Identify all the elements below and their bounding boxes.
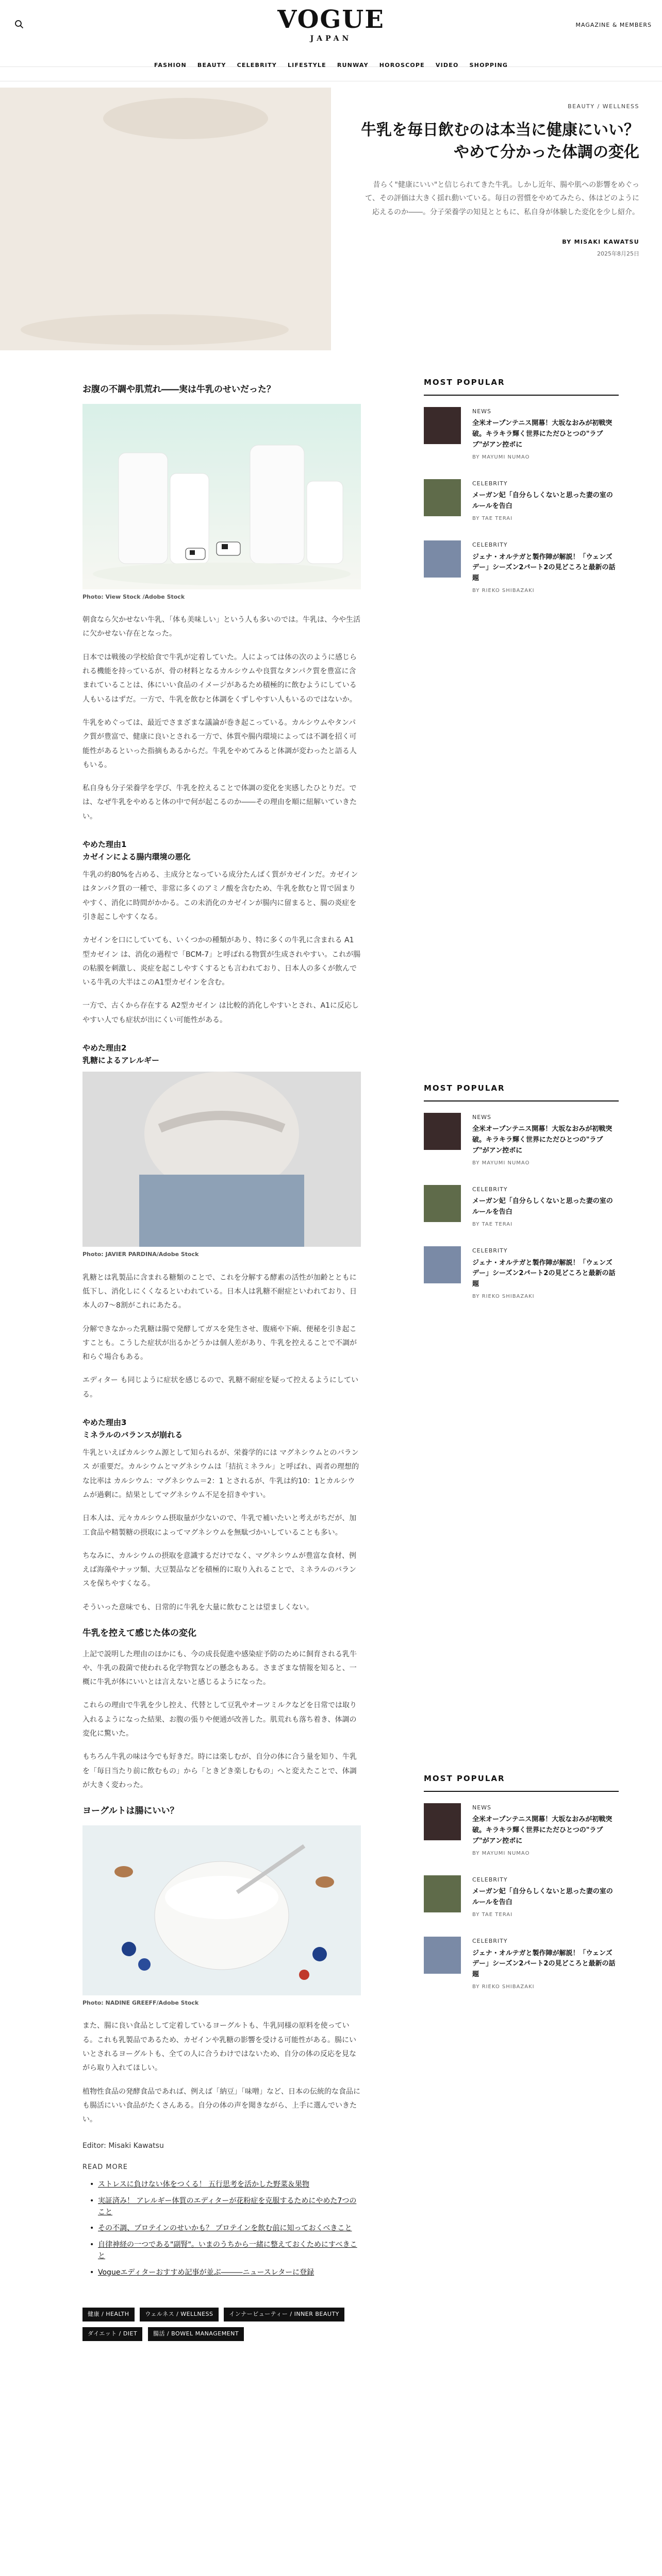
paragraph: カゼインを口にしていても、いくつかの種類があり、特に多くの牛乳に含まれる A1型カゼイン は、消化の過程で「BCM-7」と呼ばれる物質が生成されやすい。これが腸の粘膜を刺激し、炎症を起こしやすくするとも言われており、日本人の多くが飲んでいる牛乳の大半はこのA1型カゼインを含む。	[82, 936, 361, 987]
hero-image	[0, 88, 331, 350]
most-popular-title: MOST POPULAR	[424, 376, 619, 396]
popular-item[interactable]	[424, 1937, 619, 1991]
hero-illustration	[0, 88, 331, 350]
paragraph: これらの理由で牛乳を少し控え、代替として豆乳やオーツミルクなどを日常では取り入れるようになった結果、お腹の張りや便通が改善した。肌荒れも落ち着き、体調の変化に驚いた。	[82, 1701, 357, 1738]
logo-wordmark: VOGUE	[277, 5, 385, 34]
popular-thumb[interactable]	[424, 540, 461, 578]
popular-item[interactable]	[424, 1113, 619, 1167]
most-popular-title: MOST POPULAR	[424, 1082, 619, 1101]
most-popular-title: MOST POPULAR	[424, 1772, 619, 1792]
popular-headline[interactable]: ジェナ・オルテガと製作陣が解説！「ウェンズデー」シーズン2パート2の見どころと最新の話題	[472, 553, 616, 583]
read-more-link[interactable]: • 自律神経の一つである"副腎"。いまのうちから一緒に整えておくためにすべきこと	[98, 2240, 361, 2262]
popular-item[interactable]	[424, 540, 619, 595]
popular-item[interactable]	[424, 1875, 619, 1919]
popular-thumb[interactable]	[424, 1246, 461, 1283]
article-dek: 昔らく"健康にいい"と信じられてきた牛乳。しかし近年、腸や肌への影響をめぐって、その評価は大きく揺れ動いている。毎日の習慣をやめてみたら、体はどのように応えるのか――。分子栄養学の知見とともに、私自身が体験した変化を少し紹介。	[365, 180, 639, 216]
magazine-members-link[interactable]: MAGAZINE & MEMBERS	[575, 22, 652, 28]
popular-headline[interactable]: メーガン妃「自分らしくないと思った妻の室のルールを告白	[472, 1197, 613, 1216]
paragraph: そういった意味でも、日常的に牛乳を大量に飲むことは望ましくない。	[82, 1603, 313, 1612]
reason-heading: やめた理由1 カゼインによる腸内環境の悪化	[82, 840, 191, 862]
article-body	[82, 371, 361, 2346]
nav-item-runway[interactable]: RUNWAY	[337, 62, 369, 69]
read-more-list	[98, 2179, 361, 2278]
nav-item-beauty[interactable]: BEAUTY	[197, 62, 226, 69]
popular-thumb[interactable]	[424, 479, 461, 516]
section-heading: 牛乳を控えて感じた体の変化	[82, 1628, 196, 1639]
nav-divider	[0, 67, 662, 81]
article-hero	[0, 81, 662, 360]
popular-thumb[interactable]	[424, 1185, 461, 1222]
newsletter-link[interactable]: • Vogueエディターおすすめ記事が並ぶ―――ニュースレターに登録	[98, 2267, 361, 2279]
tag-list	[82, 2307, 361, 2346]
paragraph: 朝食なら欠かせない牛乳、「体も美味しい」という人も多いのでは。牛乳は、今や生活に欠かせない存在となった。	[82, 616, 360, 638]
popular-byline: BY RIEKO SHIBAZAKI	[472, 1293, 535, 1299]
photo-caption: Photo: JAVIER PARDINA/Adobe Stock	[82, 1251, 199, 1258]
popular-byline: BY TAE TERAI	[472, 1221, 513, 1227]
paragraph: 日本では戦後の学校給食で牛乳が定着していた。人によっては体の次のように感じられる機能を持っているが、骨の材料となるカルシウムや良質なタンパク質を豊富に含まれていることは、体にいい食品のイメージがあるため積極的に飲むようにしている人もいるはずだ。一方で、牛乳を飲むと体調をくずしやすい人もいるのではないか。	[82, 653, 357, 704]
nav-item-video[interactable]: VIDEO	[435, 62, 459, 69]
popular-item[interactable]	[424, 1803, 619, 1858]
photo-milk-bottles	[82, 404, 361, 589]
nav-item-celebrity[interactable]: CELEBRITY	[237, 62, 277, 69]
popular-byline: BY TAE TERAI	[472, 515, 513, 521]
popular-headline[interactable]: 全米オープンテニス開幕！大坂なおみが初戦突破。キラキラ輝く世界にただひとつの"ラブブ"がアン控ボに	[472, 419, 613, 449]
nav-item-horoscope[interactable]: HOROSCOPE	[379, 62, 425, 69]
photo-yogurt	[82, 1825, 361, 1995]
popular-item[interactable]	[424, 479, 619, 523]
read-more-link[interactable]: • 実証済み！ アレルギー体質のエディターが花粉症を克服するためにやめた7つのこと	[98, 2196, 361, 2218]
popular-item[interactable]	[424, 1246, 619, 1301]
paragraph: 日本人は、元々カルシウム摂取量が少ないので、牛乳で補いたいと考えがちだが、加工食品や精製糖の摂取によってマグネシウムを無駄づかいしていることも多い。	[82, 1514, 357, 1537]
popular-byline: BY RIEKO SHIBAZAKI	[472, 1984, 535, 1990]
paragraph: 分解できなかった乳糖は腸で発酵してガスを発生させ、腹痛や下痢、便秘を引き起こすことも。こうした症状が出るかどうかは個人差があり、牛乳を控えることで不調が和らぐ場合もある。	[82, 1325, 357, 1362]
paragraph: エディター も同じように症状を感じるので、乳糖不耐症を疑って控えるようにしている。	[82, 1376, 359, 1399]
popular-category: NEWS	[472, 1113, 492, 1121]
most-popular-block	[424, 376, 619, 613]
popular-category: NEWS	[472, 408, 492, 415]
popular-item[interactable]	[424, 407, 619, 462]
logo-region: JAPAN	[310, 35, 352, 43]
most-popular-block	[424, 1772, 619, 2009]
nav-item-shopping[interactable]: SHOPPING	[469, 62, 508, 69]
popular-headline[interactable]: メーガン妃「自分らしくないと思った妻の室のルールを告白	[472, 1888, 613, 1907]
popular-category: NEWS	[472, 1804, 492, 1811]
photo-caption: Photo: NADINE GREEFF/Adobe Stock	[82, 1999, 199, 2006]
hero-text	[361, 102, 639, 259]
popular-headline[interactable]: ジェナ・オルテガと製作陣が解説！「ウェンズデー」シーズン2パート2の見どころと最新の話題	[472, 1259, 616, 1289]
nav-item-lifestyle[interactable]: LIFESTYLE	[287, 62, 326, 69]
yogurt-image	[82, 1825, 361, 1995]
paragraph: ちなみに、カルシウムの摂取を意識するだけでなく、マグネシウムが豊富な食材、例えば海藻やナッツ類、大豆製品などを積極的に取り入れることで、ミネラルのバランスを保ちやすくなる。	[82, 1551, 357, 1588]
popular-category: CELEBRITY	[472, 480, 508, 487]
most-popular-block	[424, 1082, 619, 1318]
paragraph: 牛乳をめぐっては、最近でさまざまな議論が巻き起こっている。カルシウムやタンパク質が豊富で、健康に良いとされる一方で、体質や腸内環境によっては不調を招く可能性があるといった指摘もあるからだ。牛乳をやめてみると体調が変わったと語る人もいる。	[82, 718, 357, 769]
reason-heading: やめた理由3 ミネラルのバランスが崩れる	[82, 1418, 183, 1440]
read-more-link[interactable]: • ストレスに負けない体をつくる！ 五行思考を活かした野菜＆果物	[98, 2179, 361, 2191]
paragraph: 上記で説明した理由のほかにも、今の成長促進や感染症予防のために飼育される乳牛や、牛乳の殺菌で使われる化学物質などの懸念もある。さまざまな情報を知ると、一概に牛乳が体にいいとは言えないと感じるようになった。	[82, 1650, 357, 1687]
nav-item-fashion[interactable]: FASHION	[154, 62, 187, 69]
paragraph: 牛乳といえばカルシウム源として知られるが、栄養学的には マグネシウムとのバランス が重要だ。カルシウムとマグネシウムは「拮抗ミネラル」と呼ばれ、両者の理想的な比率は カルシウム：マグネシウム＝2：1 とされるが、牛乳は約10：1とカルシウムが過剰に。結果としてマグネシウム不足を招きやすい。	[82, 1449, 359, 1499]
tag-wellness[interactable]: ウェルネス / WELLNESS	[140, 2308, 218, 2321]
popular-category: CELEBRITY	[472, 541, 508, 548]
paragraph: もちろん牛乳の味は今でも好きだ。時には楽しむが、自分の体に合う量を知り、牛乳を「毎日当たり前に飲むもの」から「ときどき楽しむもの」へと変えたことで、体調が大きく変わった。	[82, 1753, 357, 1789]
popular-byline: BY TAE TERAI	[472, 1911, 513, 1918]
popular-thumb[interactable]	[424, 1937, 461, 1974]
tag-health[interactable]: 健康 / HEALTH	[82, 2308, 135, 2321]
paragraph: 乳糖とは乳製品に含まれる糖類のことで、これを分解する酵素の活性が加齢とともに低下し、消化しにくくなるといわれている。日本人は乳糖不耐症といわれており、日本人の7〜8割がこれにあたる。	[82, 1273, 357, 1310]
popular-headline[interactable]: 全米オープンテニス開幕！大坂なおみが初戦突破。キラキラ輝く世界にただひとつの"ラブブ"がアン控ボに	[472, 1816, 613, 1845]
article-headline: 牛乳を毎日飲むのは本当に健康にいい？ やめて分かった体調の変化	[361, 121, 639, 162]
article-byline[interactable]: BY MISAKI KAWATSU	[562, 239, 639, 246]
paragraph: 牛乳の約80%を占める、主成分となっている成分たんぱく質がカゼインだ。カゼインはタンパク質の一種で、非常に多くのアミノ酸を含むため、牛乳を飲むと胃で固まりやすく、消化に時間がかかる。この未消化のカゼインが腸内に留まると、腸の炎症を引き起こしやすくなる。	[82, 871, 358, 921]
stomach-image	[82, 1072, 361, 1247]
popular-headline[interactable]: ジェナ・オルテガと製作陣が解説！「ウェンズデー」シーズン2パート2の見どころと最新の話題	[472, 1949, 616, 1979]
milk-bottles-image	[82, 404, 361, 589]
photo-caption: Photo: View Stock /Adobe Stock	[82, 593, 185, 600]
tag-bowel-management[interactable]: 腸活 / BOWEL MANAGEMENT	[148, 2327, 244, 2341]
article-category[interactable]: BEAUTY / WELLNESS	[568, 103, 639, 110]
editor-credit: Editor: Misaki Kawatsu	[82, 2142, 164, 2150]
popular-item[interactable]	[424, 1185, 619, 1229]
popular-category: CELEBRITY	[472, 1247, 508, 1254]
popular-byline: BY MAYUMI NUMAO	[472, 1160, 530, 1166]
popular-category: CELEBRITY	[472, 1937, 508, 1944]
popular-thumb[interactable]	[424, 1875, 461, 1912]
tag-diet[interactable]: ダイエット / DIET	[82, 2327, 142, 2341]
photo-stomach	[82, 1072, 361, 1247]
tag-inner-beauty[interactable]: インナービューティー / INNER BEAUTY	[224, 2308, 344, 2321]
section-heading: お腹の不調や肌荒れ――実は牛乳のせいだった？	[82, 384, 275, 395]
vogue-logo[interactable]	[0, 7, 662, 45]
popular-thumb[interactable]	[424, 1803, 461, 1840]
popular-headline[interactable]: 全米オープンテニス開幕！大坂なおみが初戦突破。キラキラ輝く世界にただひとつの"ラブブ"がアン控ボに	[472, 1125, 613, 1155]
popular-category: CELEBRITY	[472, 1876, 508, 1883]
popular-headline[interactable]: メーガン妃「自分らしくないと思った妻の室のルールを告白	[472, 492, 613, 511]
read-more-link[interactable]: • その不調、プロテインのせいかも？ プロテインを飲む前に知っておくべきこと	[98, 2223, 361, 2234]
paragraph: 植物性食品の発酵食品であれば、例えば「納豆」「味噌」など、日本の伝統的な食品にも腸活にいい食品がたくさんある。自分の体の声を聞きながら、上手に選んでいきたい。	[82, 2087, 360, 2124]
read-more-label: READ MORE	[82, 2163, 128, 2172]
popular-byline: BY MAYUMI NUMAO	[472, 1850, 530, 1856]
popular-byline: BY MAYUMI NUMAO	[472, 454, 530, 460]
popular-byline: BY RIEKO SHIBAZAKI	[472, 587, 535, 594]
paragraph: 一方で、古くから存在する A2型カゼイン は比較的消化しやすいとされ、A1に反応しやすい人でも症状が出にくい可能性がある。	[82, 1002, 359, 1024]
popular-category: CELEBRITY	[472, 1185, 508, 1193]
paragraph: また、腸に良い食品として定着しているヨーグルトも、牛乳同様の原料を使っている。これも乳製品であるため、カゼインや乳糖の影響を受ける可能性がある。腸にいいとされるヨーグルトも、全ての人に合うわけではないため、自分の体の反応を見ながら取り入れてほしい。	[82, 2022, 357, 2073]
reason-heading: やめた理由2 乳糖によるアレルギー	[82, 1043, 160, 1065]
section-heading: ヨーグルトは腸にいい？	[82, 1806, 179, 1817]
site-header	[0, 0, 662, 67]
popular-thumb[interactable]	[424, 1113, 461, 1150]
article-date: 2025年8月25日	[597, 250, 639, 258]
popular-thumb[interactable]	[424, 407, 461, 444]
paragraph: 私自身も分子栄養学を学び、牛乳を控えることで体調の変化を実感したひとりだ。では、なぜ牛乳をやめると体の中で何が起こるのか――その理由を順に紐解いていきたい。	[82, 784, 357, 821]
